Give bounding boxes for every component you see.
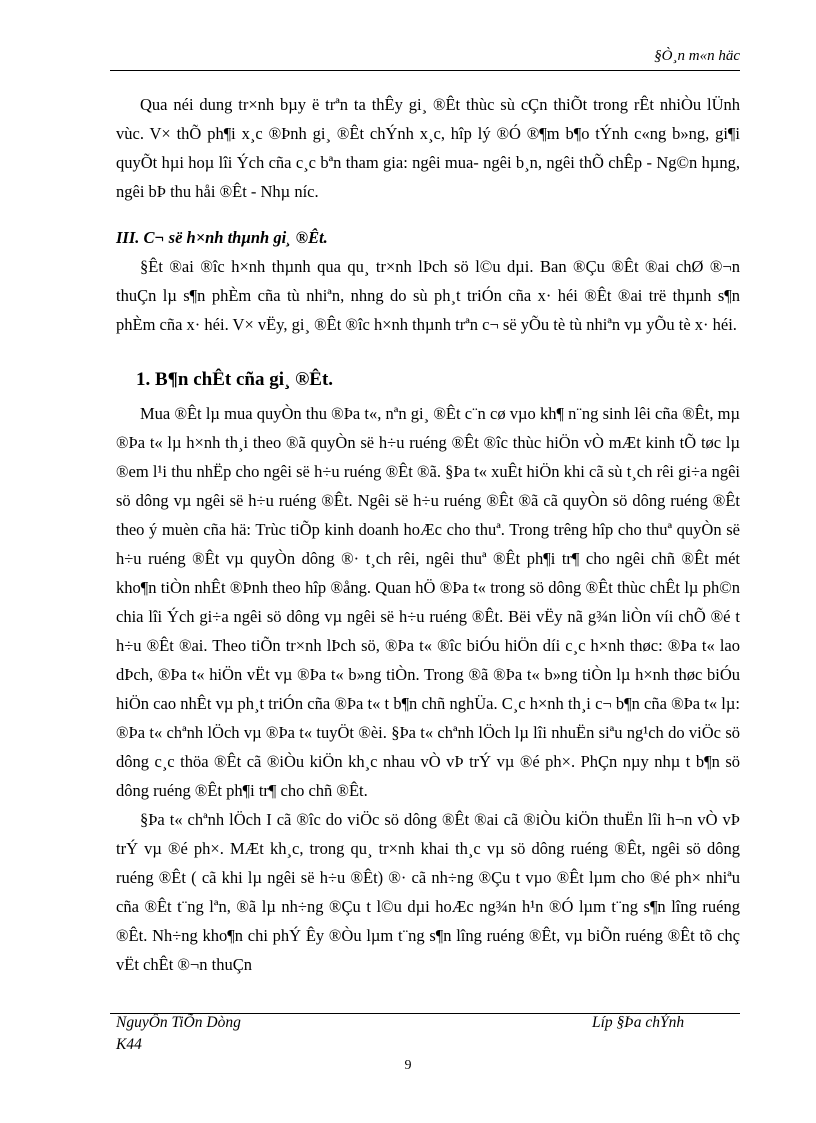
paragraph-land-rent: Mua ®Êt lµ mua quyÒn thu ®Þa t«, nªn gi¸ ®Êt c¨n cø vµo kh¶ n¨ng sinh lêi cña ®Êt, mµ ®Þa t« lµ h×nh th¸i theo ®ã quyÒn së h÷u ruéng ®Êt ®îc thùc hiÖn vÒ mÆt kinh tÕ tøc lµ ®em l¹i thu nhËp cho ngêi së h÷u ruéng ®Êt ®ã. §Þa t« xuÊt hiÖn khi cã sù t¸ch rêi gi÷a ngêi sö dông vµ ngêi së h÷u ruéng ®Êt. Ngêi së h÷u ruéng ®Êt ®ã cã quyÒn sö dông ruéng ®Êt theo ý muèn cña hä: Trùc tiÕp kinh doanh hoÆc cho thuª. Trong trêng hîp cho thuª quyÒn së h÷u ruéng ®Êt vµ quyÒn dông ®· t¸ch rêi, ngêi thuª ®Êt ph¶i tr¶ cho ngêi chñ ®Êt mét kho¶n tiÒn nhÊt ®Þnh theo hîp ®ång. Quan hÖ ®Þa t« trong sö dông ®Êt thùc chÊt lµ ph©n chia lîi Ých gi÷a ngêi sö dông vµ ngêi së h÷u ruéng ®Êt. Bëi vËy nã g¾n liÒn víi chÕ ®é t h÷u ®Êt ®ai. Theo tiÕn tr×nh lÞch sö, ®Þa t« ®îc biÓu hiÖn díi c¸c h×nh thøc: ®Þa t« lao dÞch, ®Þa t« hiÖn vËt vµ ®Þa t« b»ng tiÒn. Trong ®ã ®Þa t« b»ng tiÒn lµ h×nh thøc biÓu hiÖn cao nhÊt vµ ph¸t triÓn cña ®Þa t« t b¶n chñ nghÜa. C¸c h×nh th¸i c¬ b¶n cña ®Þa t« lµ: ®Þa t« chªnh lÖch vµ ®Þa t« tuyÖt ®èi. §Þa t« chªnh lÖch lµ lîi nhuËn siªu ng¹ch do viÖc sö dông c¸c thöa ®Êt cã ®iÒu kiÖn kh¸c nhau vÒ vÞ trÝ vµ ®é ph×. PhÇn nµy nhµ t b¶n sö dông ruéng ®Êt ph¶i tr¶ cho chñ ®Êt. [116,404,740,800]
footer-class-name: Líp §Þa chÝnh [592,1014,685,1031]
paragraph-land-formation: §Êt ®ai ®îc h×nh thµnh qua qu¸ tr×nh lÞch sö l©u dµi. Ban ®Çu ®Êt ®ai chØ ®¬n thuÇn lµ s¶n phÈm cña tù nhiªn, nhng do sù ph¸t triÓn cña x· héi ®Êt ®ai trë thµnh s¶n phÈm cña x· héi. V× vËy, gi¸ ®Êt ®îc h×nh thµnh trªn c¬ së yÕu tè tù nhiªn vµ yÕu tè x· héi. [116,257,740,334]
paragraph-differential-rent: §Þa t« chªnh lÖch I cã ®îc do viÖc sö dông ®Êt ®ai cã ®iÒu kiÖn thuËn lîi h¬n vÒ vÞ trÝ vµ ®é ph×. MÆt kh¸c, trong qu¸ tr×nh khai th¸c vµ sö dông ruéng ®Êt, ngêi sö dông ruéng ®Êt ( cã khi lµ ngêi së h÷u ®Êt) ®· cã nh÷ng ®Çu t vµo ®Êt lµm cho ®é ph× nhiªu cña ®Êt t¨ng lªn, ®ã lµ nh÷ng ®Çu t l©u dµi hoÆc ng¾n h¹n ®Ó lµm t¨ng s¶n lîng ruéng ®Êt. Nh÷ng kho¶n chi phÝ Êy ®Òu lµm t¨ng s¶n lîng ruéng ®Êt, vµ biÕn ruéng ®Êt tõ chç vËt chÊt ®¬n thuÇn [116,810,740,974]
paragraph-intro: Qua néi dung tr×nh bµy ë trªn ta thÊy gi¸ ®Êt thùc sù cÇn thiÕt trong rÊt nhiÒu lÜnh vùc. V× thÕ ph¶i x¸c ®Þnh gi¸ ®Êt chÝnh x¸c, hîp lý ®Ó ®¶m b¶o tÝnh c«ng b»ng, gi¶i quyÕt hµi hoµ lîi Ých cña c¸c bªn tham gia: ngêi mua- ngêi b¸n, ngêi thÕ chÊp - Ng©n hµng, ngêi bÞ thu håi ®Êt - Nhµ níc. [116,95,740,201]
subsection-heading: 1. B¶n chÊt cña gi¸ ®Êt. [136,369,334,390]
document-body [116,90,740,979]
header-divider [110,70,740,71]
page-number: 9 [404,1058,412,1073]
section-heading: III. C¬ së h×nh thµnh gi¸ ®Êt. [116,228,328,247]
footer-class-code: K44 [116,1036,142,1053]
footer-author: NguyÔn TiÕn Dòng [116,1014,241,1031]
page-header-title: §Ò¸n m«n häc [654,48,740,64]
